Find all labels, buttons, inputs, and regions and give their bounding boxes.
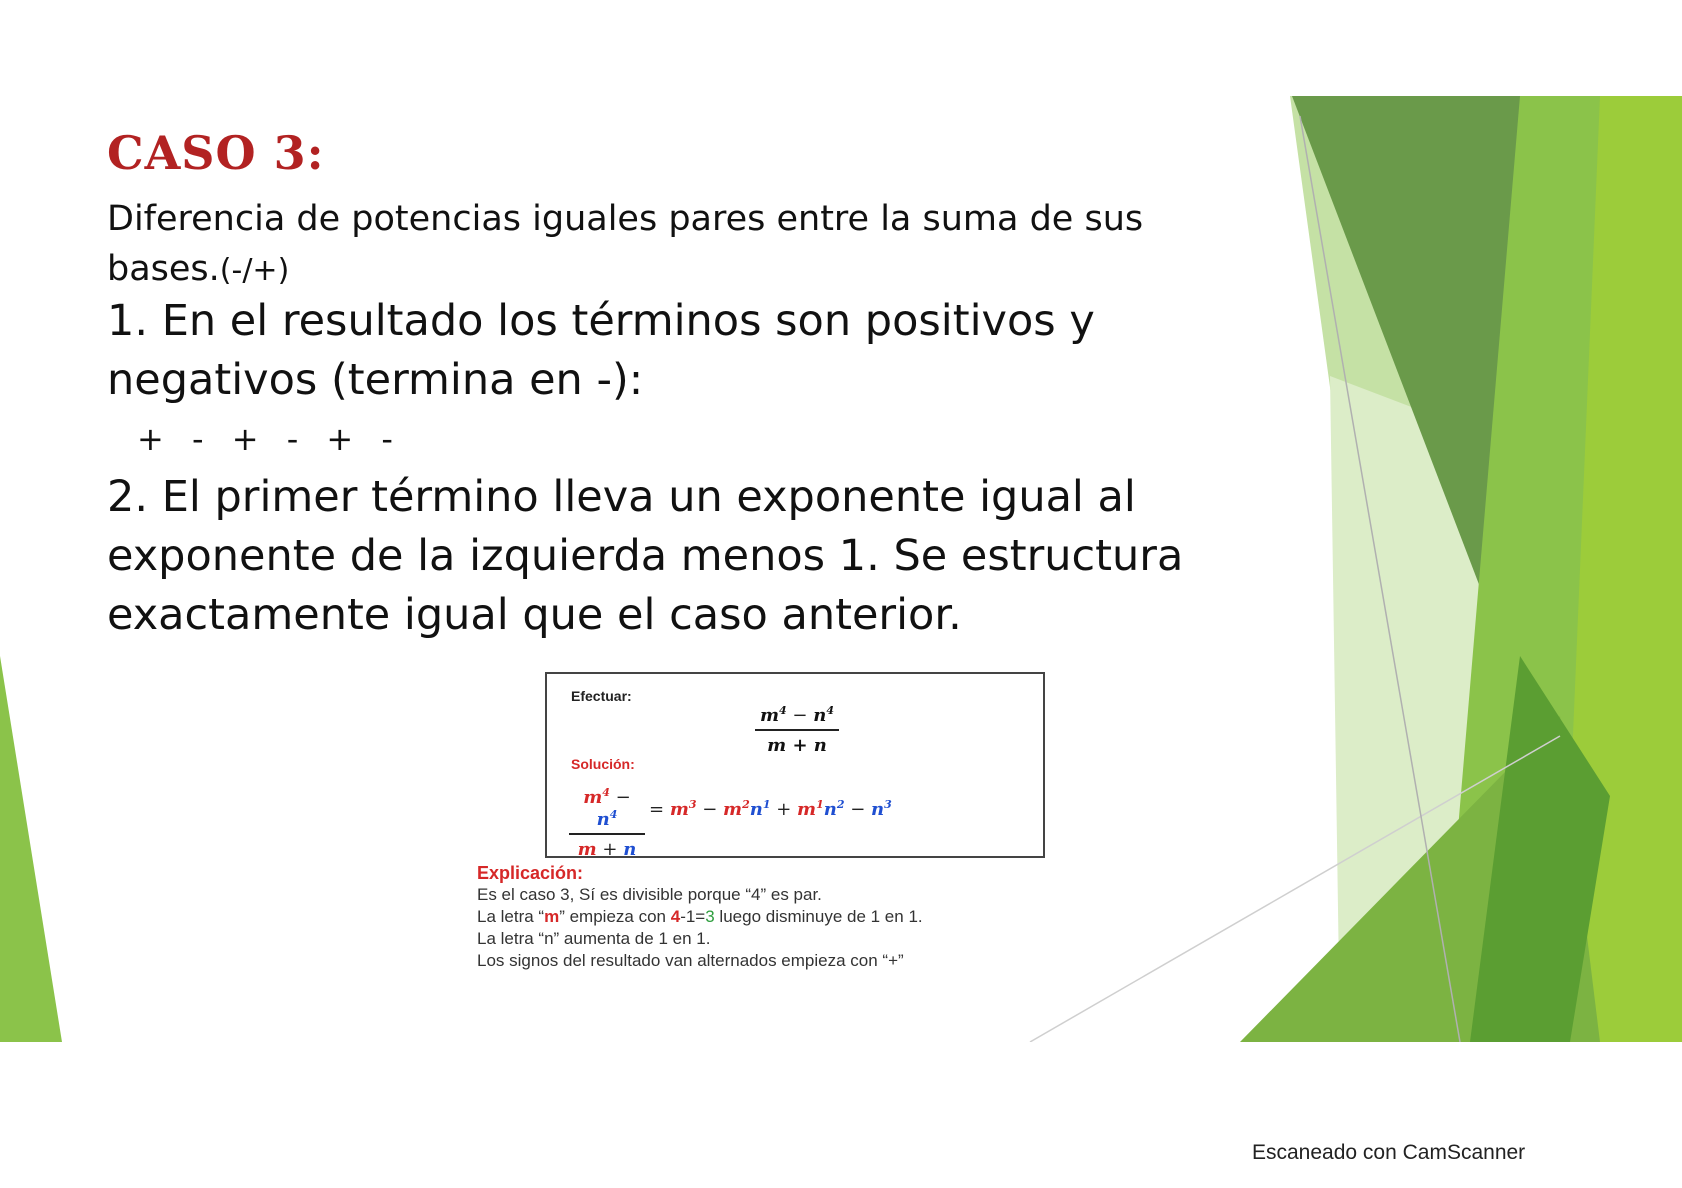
text: luego disminuye de 1 en 1.	[714, 907, 923, 926]
var-n: n	[623, 839, 637, 860]
exponent: 3	[884, 798, 892, 811]
slide	[0, 96, 1682, 1042]
text: La letra “	[477, 907, 545, 926]
var-n: n	[871, 799, 885, 820]
problem-fraction	[755, 704, 839, 756]
equals-sign: =	[649, 799, 670, 820]
example-box	[545, 672, 1045, 858]
var-m: m	[797, 799, 817, 820]
exponent: 1	[762, 798, 771, 811]
minus-sign: −	[696, 799, 724, 820]
minus-sign: −	[786, 705, 814, 726]
text: -1=	[680, 907, 706, 926]
rule-1: 1. En el resultado los términos son positivos y negativos (termina en -):	[107, 296, 1095, 405]
var-m: m	[723, 799, 743, 820]
minus-sign: −	[609, 787, 631, 808]
highlight-three: 3	[705, 907, 715, 926]
caso-title: CASO 3:	[107, 126, 325, 180]
efectuar-label: Efectuar:	[571, 688, 632, 704]
subtitle-text: Diferencia de potencias iguales pares entre la suma de sus bases.	[107, 199, 1144, 289]
explanation-line-1: Es el caso 3, Sí es divisible porque “4” es par.	[477, 885, 822, 904]
problem-denominator: m + n	[767, 735, 827, 756]
var-n: n	[596, 809, 610, 830]
left-green-sliver	[0, 656, 62, 1042]
plus-sign: +	[596, 839, 624, 860]
explanation-line-3: La letra “n” aumenta de 1 en 1.	[477, 929, 711, 948]
exponent: 2	[742, 798, 750, 811]
problem-numerator	[755, 704, 839, 731]
var-m: m	[583, 787, 603, 808]
exponent: 4	[779, 704, 787, 717]
exponent: 2	[836, 798, 845, 811]
text: ” empieza con	[559, 907, 671, 926]
explanation-heading: Explicación:	[477, 863, 584, 883]
solution-result	[649, 798, 892, 820]
highlight-four: 4	[670, 907, 681, 926]
explanation-line-4: Los signos del resultado van alternados empieza con “+”	[477, 951, 904, 970]
subtitle-sign: (-/+)	[219, 253, 290, 288]
solution-numerator	[569, 786, 645, 835]
var-m: m	[577, 839, 597, 860]
explanation	[477, 862, 1037, 972]
exponent: 4	[602, 786, 610, 799]
plus-sign: +	[770, 799, 798, 820]
exponent: 1	[816, 798, 824, 811]
rule-2: 2. El primer término lleva un exponente igual al exponente de la izquierda menos 1. Se estructura exactamente igual que el caso anterior.	[107, 472, 1184, 640]
exponent: 3	[688, 798, 697, 811]
var-n: n	[823, 799, 837, 820]
minus-sign: −	[844, 799, 872, 820]
subtitle	[107, 194, 1237, 296]
exponent: 4	[826, 704, 834, 717]
rules	[107, 292, 1257, 645]
var-n: n	[749, 799, 763, 820]
highlight-m: m	[544, 907, 560, 926]
solution-fraction	[569, 786, 645, 860]
camscanner-watermark: Escaneado con CamScanner	[1252, 1141, 1526, 1164]
var-n: n	[813, 705, 827, 726]
var-m: m	[760, 705, 780, 726]
solucion-label: Solución:	[571, 756, 635, 772]
var-m: m	[669, 799, 689, 820]
sign-sequence: + - + - + -	[137, 420, 393, 458]
solution-denominator	[569, 835, 645, 860]
exponent: 4	[609, 808, 618, 821]
explanation-line-2	[477, 906, 1037, 928]
